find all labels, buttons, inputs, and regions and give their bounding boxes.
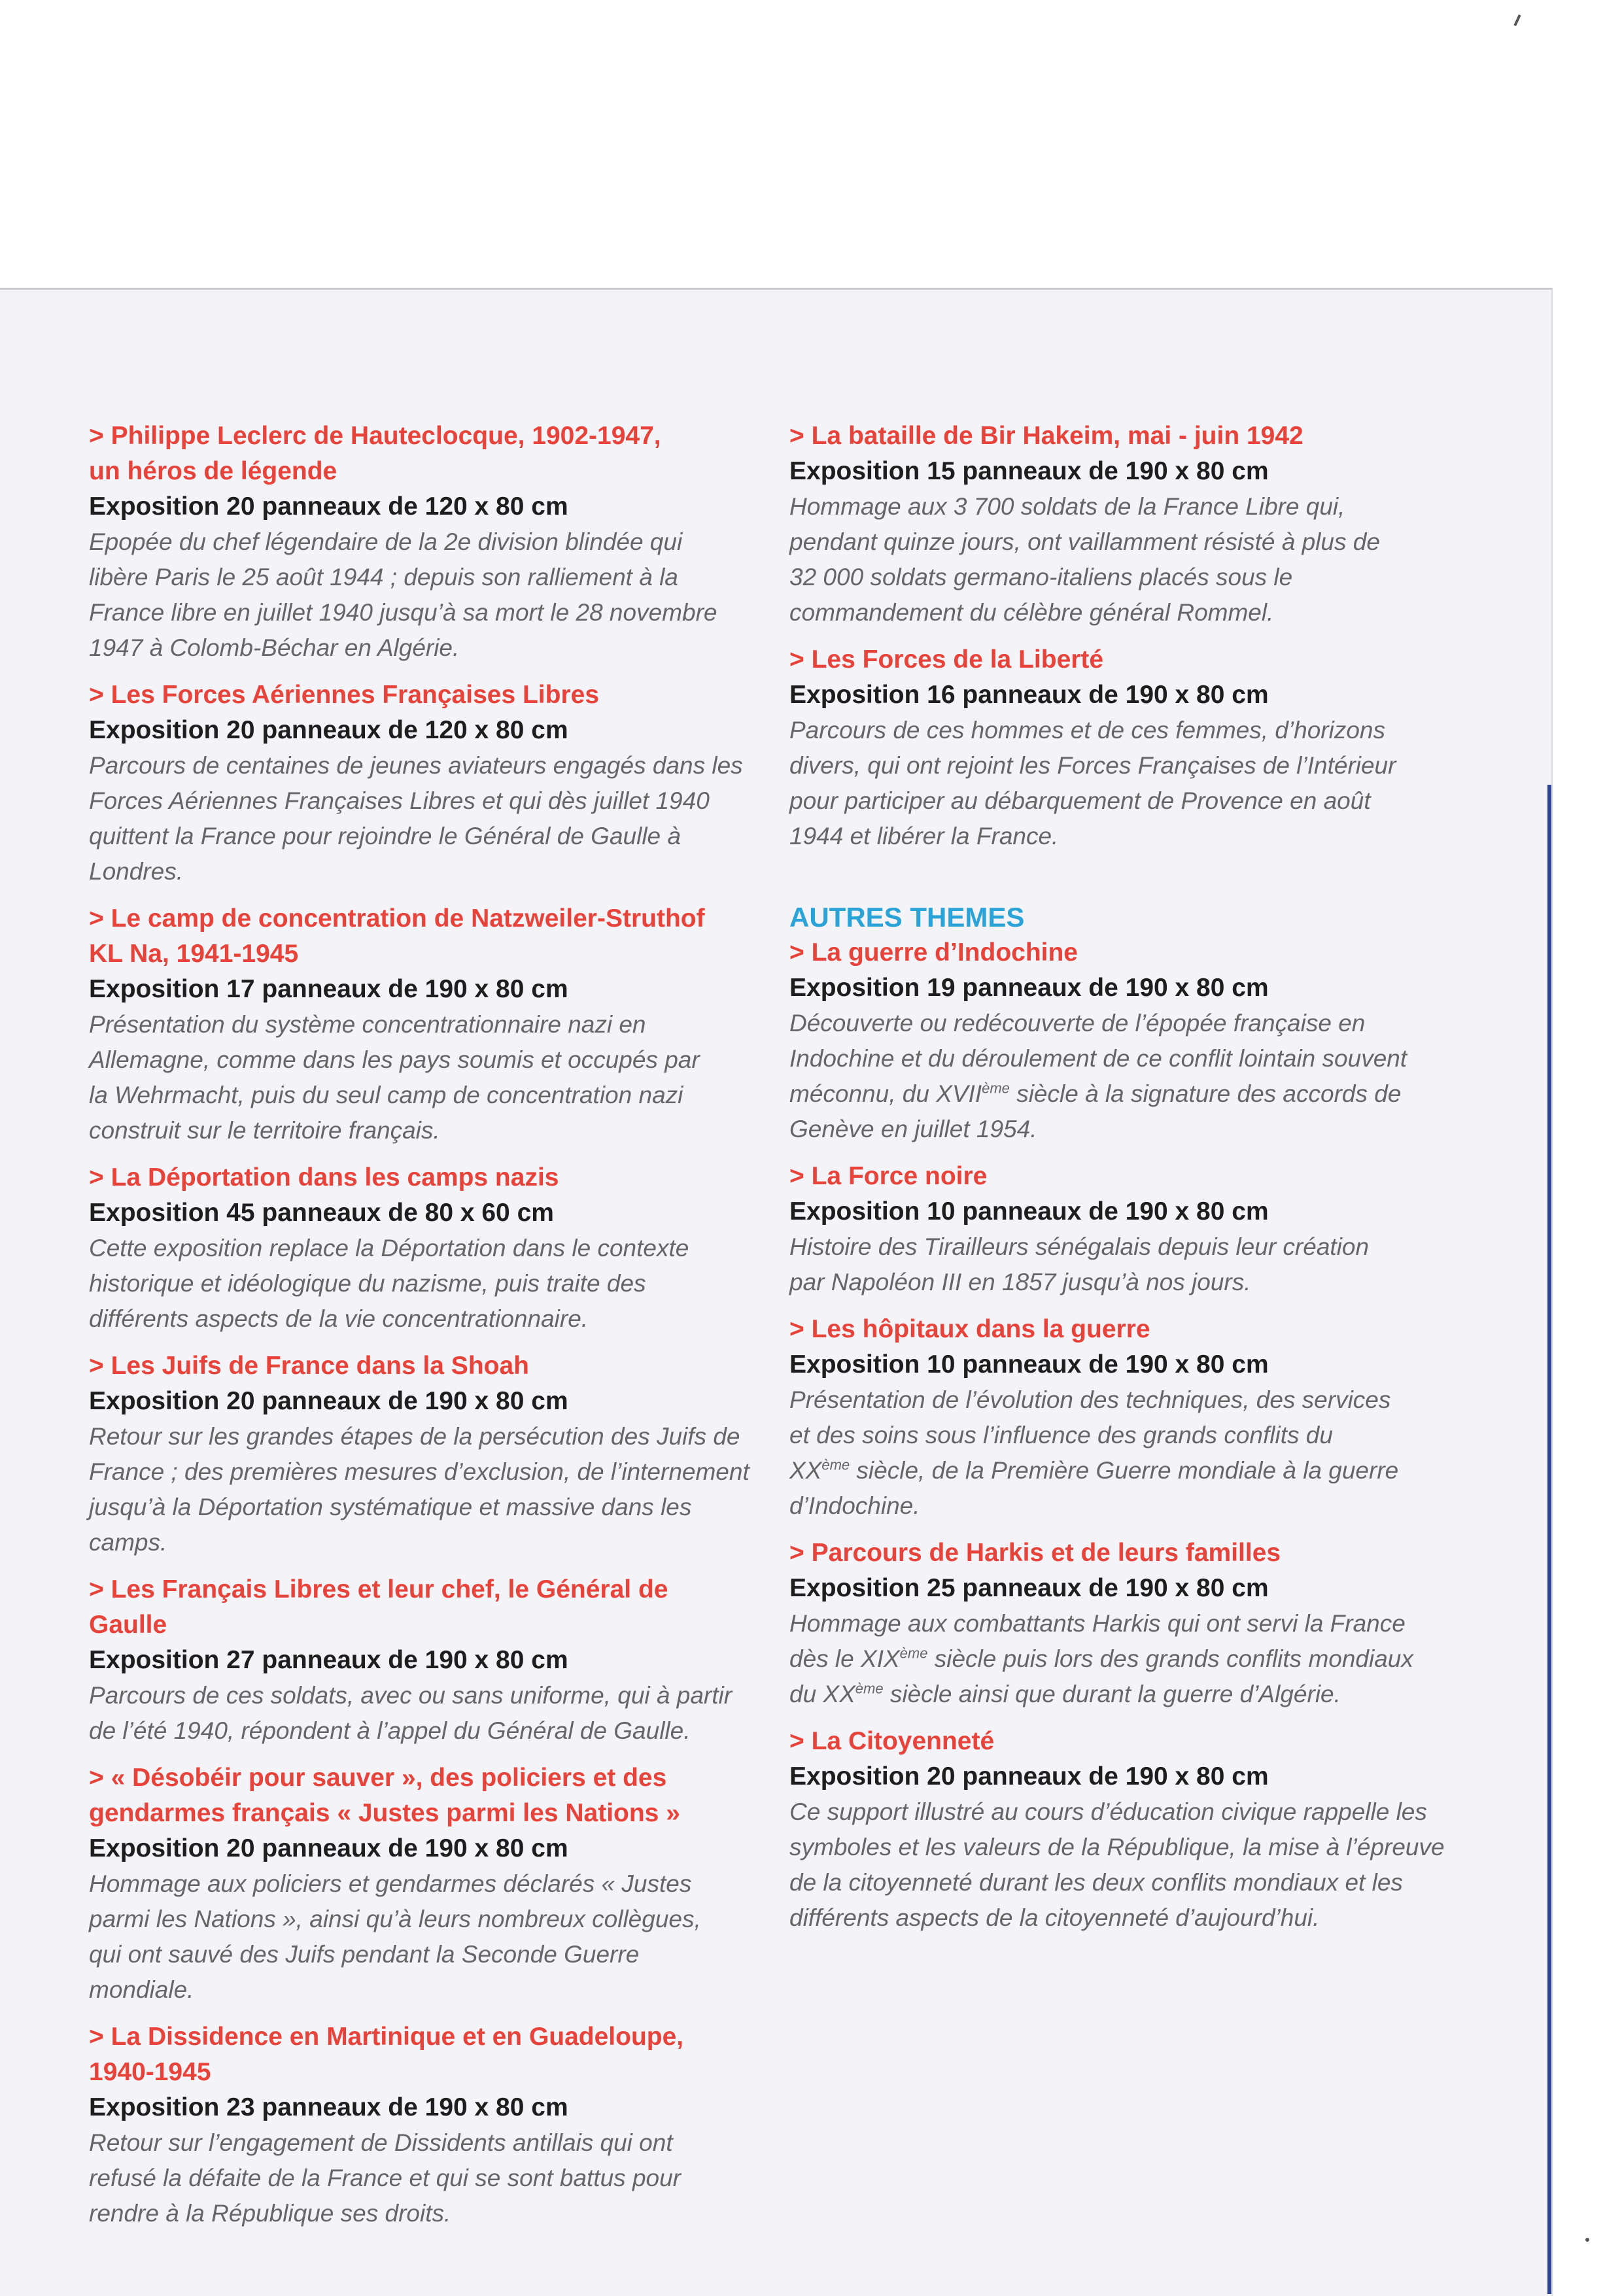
description-line: Présentation du système concentrationnaire nazi en: [89, 1011, 646, 1038]
title-line: > La Dissidence en Martinique et en Guadeloupe,: [89, 2023, 684, 2051]
right-column-bottom: [789, 935, 1450, 1936]
description-line: [789, 1677, 1450, 1712]
description-line: commandement du célèbre général Rommel.: [789, 599, 1274, 626]
page-edge-stripe: [1547, 785, 1551, 2294]
exhibition-title: [89, 901, 750, 972]
superscript: ème: [821, 1456, 850, 1473]
exhibition-entry: [789, 935, 1450, 1147]
description-line: 32 000 soldats germano-italiens placés sous le: [789, 564, 1293, 591]
exhibition-description: [789, 1006, 1450, 1147]
description-line: Epopée du chef légendaire de la 2e division blindée qui: [89, 528, 683, 555]
exhibition-title: [89, 1348, 750, 1384]
description-line: rendre à la République ses droits.: [89, 2200, 451, 2227]
exhibition-spec: Exposition 20 panneaux de 190 x 80 cm: [89, 1387, 568, 1415]
description-text: siècle puis lors des grands conflits mondiaux: [927, 1645, 1413, 1672]
description-line: Ce support illustré au cours d’éducation civique rappelle les: [789, 1798, 1427, 1825]
description-line: camps.: [89, 1529, 167, 1556]
description-text: siècle, de la Première Guerre mondiale à la guerre: [850, 1457, 1399, 1484]
title-line: > Le camp de concentration de Natzweiler-Struthof: [89, 904, 705, 933]
exhibition-description: [89, 1007, 750, 1148]
description-line: pendant quinze jours, ont vaillamment résisté à plus de: [789, 528, 1380, 555]
exhibition-spec: Exposition 16 panneaux de 190 x 80 cm: [789, 681, 1269, 709]
description-line: jusqu’à la Déportation systématique et massive dans les: [89, 1494, 692, 1520]
exhibition-title: [789, 1724, 1450, 1759]
exhibition-spec: Exposition 23 panneaux de 190 x 80 cm: [89, 2093, 568, 2121]
exhibition-spec: Exposition 19 panneaux de 190 x 80 cm: [789, 974, 1269, 1002]
scan-speck: [1585, 2238, 1589, 2242]
description-line: divers, qui ont rejoint les Forces Françaises de l’Intérieur: [789, 752, 1396, 779]
description-line: quittent la France pour rejoindre le Général de Gaulle à: [89, 823, 681, 849]
exhibition-title: [89, 2019, 750, 2090]
exhibition-entry: [789, 1312, 1450, 1524]
description-text: dès le XIX: [789, 1645, 900, 1672]
description-line: mondiale.: [89, 1976, 194, 2003]
description-text: siècle ainsi que durant la guerre d’Algérie.: [883, 1681, 1341, 1707]
exhibition-description: [89, 524, 750, 666]
title-line: > Les Forces de la Liberté: [789, 645, 1104, 674]
description-line: différents aspects de la citoyenneté d’aujourd’hui.: [789, 1904, 1320, 1931]
exhibition-description: [89, 1866, 750, 2008]
description-line: et des soins sous l’influence des grands conflits du: [789, 1422, 1333, 1448]
description-line: symboles et les valeurs de la République, la mise à l’épreuve: [789, 1834, 1445, 1860]
exhibition-entry: [89, 419, 750, 666]
superscript: ème: [855, 1680, 884, 1697]
description-text: du XX: [789, 1681, 855, 1707]
exhibition-description: [89, 2125, 750, 2231]
title-line: 1940-1945: [89, 2058, 211, 2086]
description-line: Histoire des Tirailleurs sénégalais depuis leur création: [789, 1233, 1370, 1260]
title-line: KL Na, 1941-1945: [89, 940, 299, 968]
exhibition-entry: [789, 1535, 1450, 1712]
scan-speck: [1513, 14, 1521, 26]
exhibition-description: [789, 1382, 1450, 1524]
title-line: gendarmes français « Justes parmi les Nations »: [89, 1799, 680, 1827]
exhibition-title: [89, 419, 750, 489]
exhibition-spec: Exposition 10 panneaux de 190 x 80 cm: [789, 1197, 1269, 1225]
description-line: Présentation de l’évolution des techniques, des services: [789, 1386, 1391, 1413]
exhibition-title: [89, 1760, 750, 1831]
exhibition-spec: Exposition 45 panneaux de 80 x 60 cm: [89, 1199, 554, 1227]
description-line: Hommage aux policiers et gendarmes déclarés « Justes: [89, 1870, 692, 1897]
description-line: la Wehrmacht, puis du seul camp de concentration nazi: [89, 1082, 683, 1108]
description-line: différents aspects de la vie concentrationnaire.: [89, 1305, 589, 1332]
title-line: > Parcours de Harkis et de leurs familles: [789, 1539, 1281, 1567]
exhibition-title: [89, 1572, 750, 1643]
exhibition-spec: Exposition 20 panneaux de 120 x 80 cm: [89, 492, 568, 521]
exhibition-spec: Exposition 15 panneaux de 190 x 80 cm: [789, 457, 1269, 485]
exhibition-entry: [89, 1760, 750, 2008]
exhibition-entry: [789, 1159, 1450, 1300]
superscript: ème: [982, 1080, 1010, 1097]
description-line: parmi les Nations », ainsi qu’à leurs nombreux collègues,: [89, 1906, 701, 1932]
title-line: > Les hôpitaux dans la guerre: [789, 1315, 1150, 1343]
section-heading-autres-themes: AUTRES THEMES: [789, 902, 1025, 933]
description-line: Genève en juillet 1954.: [789, 1116, 1037, 1142]
title-line: > Les Forces Aériennes Françaises Libres: [89, 681, 600, 709]
exhibition-entry: [789, 419, 1450, 630]
title-line: > Philippe Leclerc de Hauteclocque, 1902-1947,: [89, 422, 661, 450]
exhibition-spec: Exposition 10 panneaux de 190 x 80 cm: [789, 1350, 1269, 1379]
description-text: méconnu, du XVII: [789, 1080, 982, 1107]
description-line: [789, 1641, 1450, 1677]
exhibition-entry: [89, 1160, 750, 1337]
exhibition-spec: Exposition 20 panneaux de 120 x 80 cm: [89, 716, 568, 744]
right-column-top: [789, 419, 1450, 854]
description-line: Parcours de ces soldats, avec ou sans uniforme, qui à partir: [89, 1682, 733, 1709]
title-line: > La guerre d’Indochine: [789, 938, 1078, 967]
title-line: > La Force noire: [789, 1162, 988, 1190]
exhibition-spec: Exposition 17 panneaux de 190 x 80 cm: [89, 975, 568, 1003]
description-line: Indochine et du déroulement de ce conflit lointain souvent: [789, 1045, 1407, 1072]
description-line: refusé la défaite de la France et qui se sont battus pour: [89, 2165, 682, 2191]
exhibition-description: [89, 1231, 750, 1337]
exhibition-spec: Exposition 25 panneaux de 190 x 80 cm: [789, 1574, 1269, 1602]
description-line: historique et idéologique du nazisme, puis traite des: [89, 1270, 646, 1297]
description-line: Forces Aériennes Françaises Libres et qui dès juillet 1940: [89, 787, 710, 814]
exhibition-title: [789, 419, 1450, 454]
exhibition-title: [789, 642, 1450, 677]
description-line: pour participer au débarquement de Provence en août: [789, 787, 1371, 814]
exhibition-entry: [789, 1724, 1450, 1936]
description-line: de la citoyenneté durant les deux conflits mondiaux et les: [789, 1869, 1403, 1896]
title-line: > Les Français Libres et leur chef, le Général de Gaulle: [89, 1575, 668, 1639]
description-line: Retour sur les grandes étapes de la persécution des Juifs de: [89, 1423, 740, 1450]
description-line: Cette exposition replace la Déportation dans le contexte: [89, 1235, 689, 1261]
exhibition-entry: [89, 1348, 750, 1560]
title-line: > « Désobéir pour sauver », des policiers et des: [89, 1764, 667, 1792]
description-line: Retour sur l’engagement de Dissidents antillais qui ont: [89, 2129, 673, 2156]
exhibition-spec: Exposition 20 panneaux de 190 x 80 cm: [89, 1834, 568, 1862]
right-column: [789, 419, 1450, 1947]
exhibition-description: [89, 1419, 750, 1560]
title-line: > La Déportation dans les camps nazis: [89, 1163, 559, 1191]
left-column: [89, 419, 750, 2243]
description-line: par Napoléon III en 1857 jusqu’à nos jours.: [789, 1269, 1251, 1295]
description-line: Parcours de ces hommes et de ces femmes, d’horizons: [789, 717, 1385, 744]
exhibition-title: [789, 1159, 1450, 1194]
description-line: Découverte ou redécouverte de l’épopée française en: [789, 1010, 1366, 1037]
exhibition-entry: [789, 642, 1450, 854]
description-line: de l’été 1940, répondent à l’appel du Général de Gaulle.: [89, 1717, 691, 1744]
description-line: d’Indochine.: [789, 1492, 920, 1519]
exhibition-entry: [89, 1572, 750, 1749]
superscript: ème: [899, 1645, 928, 1662]
exhibition-description: [789, 713, 1450, 854]
description-line: Allemagne, comme dans les pays soumis et occupés par: [89, 1046, 700, 1073]
description-line: 1947 à Colomb-Béchar en Algérie.: [89, 634, 460, 661]
description-line: construit sur le territoire français.: [89, 1117, 440, 1144]
exhibition-title: [89, 677, 750, 713]
description-line: [789, 1076, 1450, 1112]
exhibition-description: [89, 748, 750, 889]
description-text: XX: [789, 1457, 822, 1484]
exhibition-description: [789, 1606, 1450, 1712]
exhibition-title: [789, 1312, 1450, 1347]
exhibition-spec: Exposition 27 panneaux de 190 x 80 cm: [89, 1646, 568, 1674]
title-line: un héros de légende: [89, 457, 337, 485]
exhibition-title: [789, 935, 1450, 970]
description-line: qui ont sauvé des Juifs pendant la Seconde Guerre: [89, 1941, 640, 1968]
description-line: [789, 1453, 1450, 1488]
description-line: France ; des premières mesures d’exclusion, de l’internement: [89, 1458, 750, 1485]
description-line: Hommage aux 3 700 soldats de la France Libre qui,: [789, 493, 1345, 520]
exhibition-description: [789, 1794, 1450, 1936]
description-line: Hommage aux combattants Harkis qui ont servi la France: [789, 1610, 1406, 1637]
description-line: 1944 et libérer la France.: [789, 823, 1059, 849]
title-line: > Les Juifs de France dans la Shoah: [89, 1352, 529, 1380]
exhibition-title: [789, 1535, 1450, 1571]
exhibition-title: [89, 1160, 750, 1195]
description-line: Londres.: [89, 858, 183, 885]
description-line: France libre en juillet 1940 jusqu’à sa mort le 28 novembre: [89, 599, 717, 626]
exhibition-spec: Exposition 20 panneaux de 190 x 80 cm: [789, 1762, 1269, 1791]
description-text: siècle à la signature des accords de: [1009, 1080, 1402, 1107]
exhibition-entry: [89, 2019, 750, 2231]
description-line: libère Paris le 25 août 1944 ; depuis son ralliement à la: [89, 564, 678, 591]
exhibition-description: [789, 489, 1450, 630]
description-line: Parcours de centaines de jeunes aviateurs engagés dans les: [89, 752, 743, 779]
title-line: > La bataille de Bir Hakeim, mai - juin 1942: [789, 422, 1303, 450]
exhibition-entry: [89, 901, 750, 1148]
exhibition-entry: [89, 677, 750, 889]
exhibition-description: [789, 1229, 1450, 1300]
exhibition-description: [89, 1678, 750, 1749]
title-line: > La Citoyenneté: [789, 1727, 995, 1755]
